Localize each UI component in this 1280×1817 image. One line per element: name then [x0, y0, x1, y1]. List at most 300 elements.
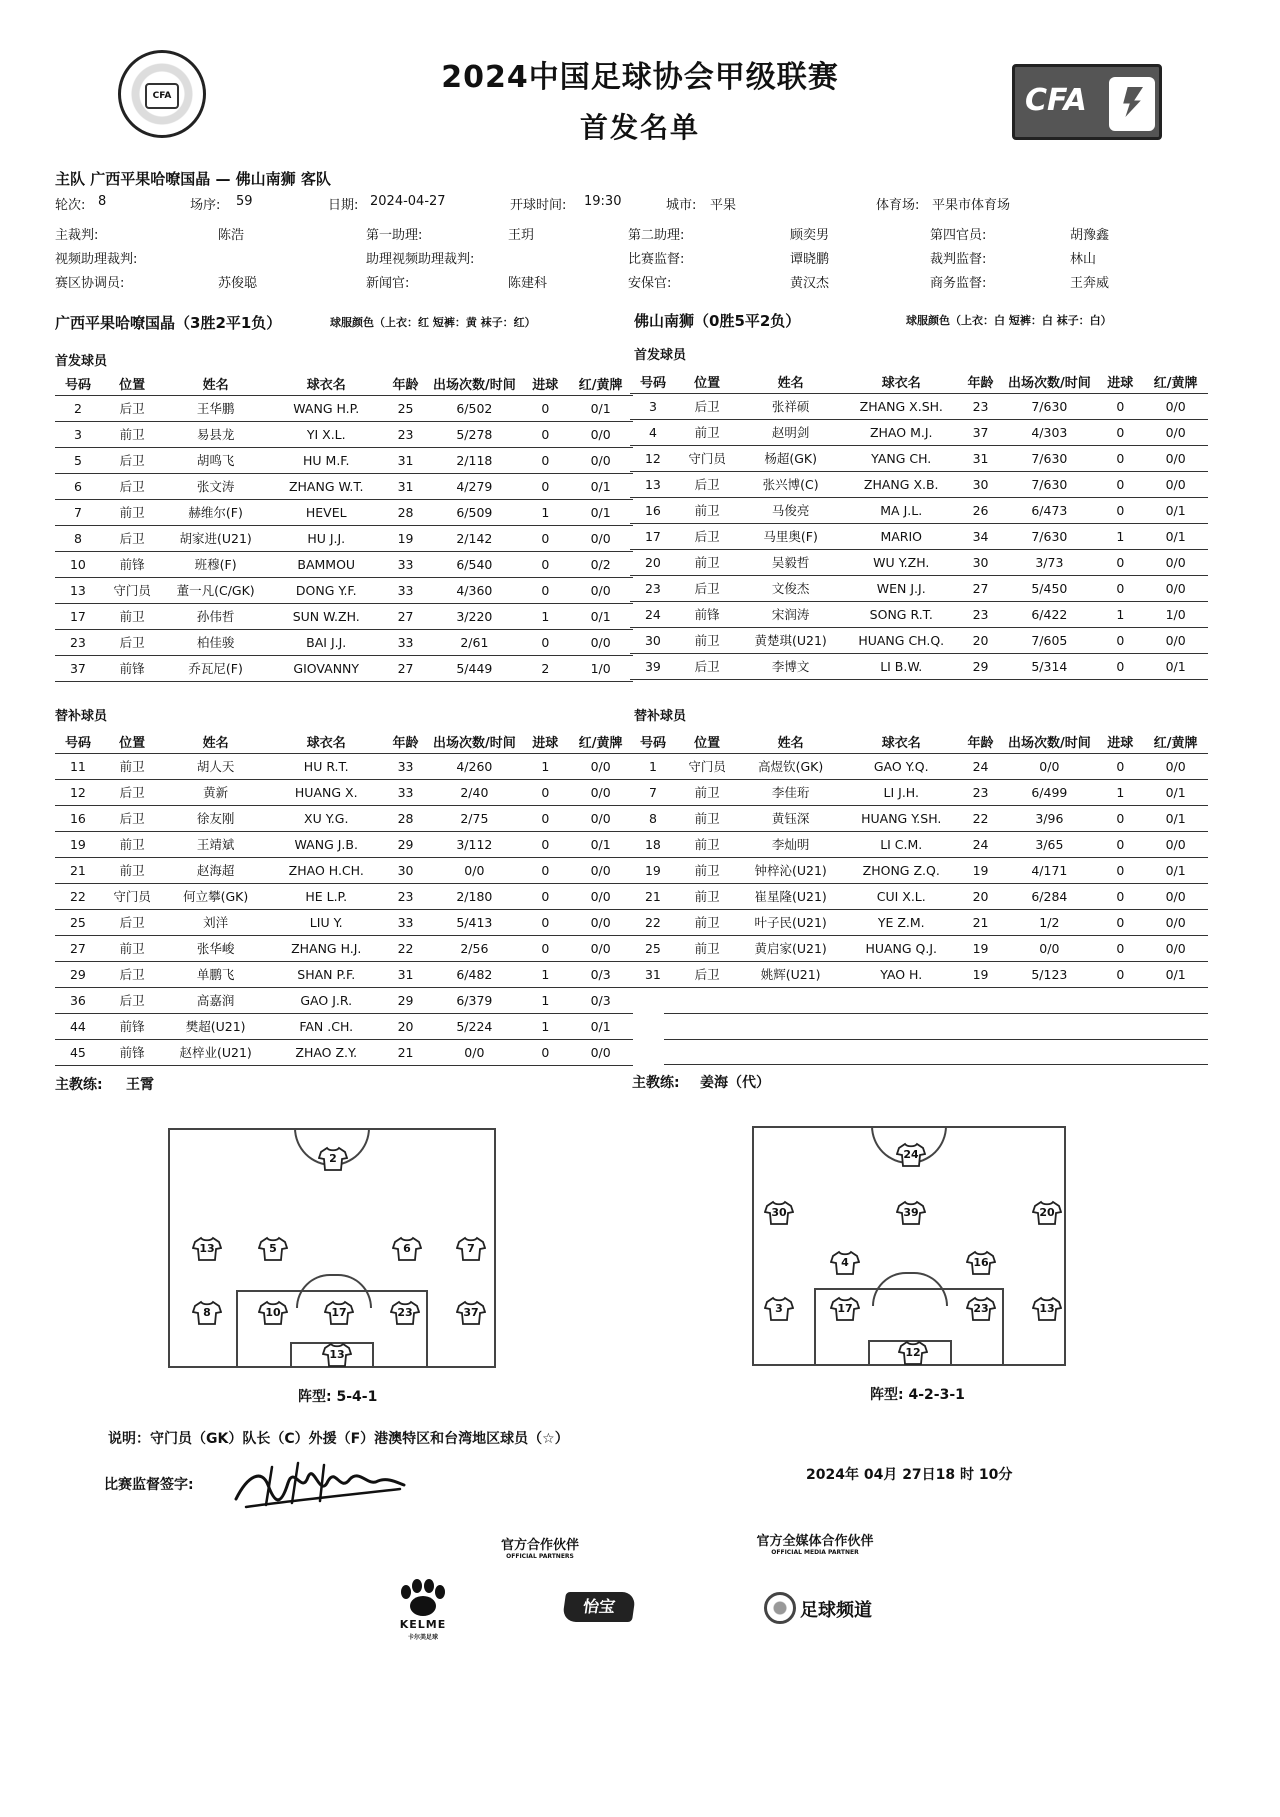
player-cards: 0/1: [568, 473, 633, 499]
city-label: 城市:: [666, 198, 697, 213]
player-age: 23: [385, 421, 427, 447]
formation-label-text: 阵型:: [298, 1389, 332, 1405]
player-goals: 0: [1097, 653, 1143, 679]
player-name: 文俊杰: [738, 575, 842, 601]
player-number: 12: [630, 445, 676, 471]
player-name: 张兴博(C): [738, 471, 842, 497]
player-appearances: 7/605: [1001, 627, 1097, 653]
player-goals: 0: [522, 447, 568, 473]
partners-title: 官方合作伙伴: [500, 1538, 579, 1553]
player-shirt-icon: [764, 1296, 794, 1322]
player-name: 刘洋: [163, 909, 267, 935]
shirt-number: 37: [463, 1306, 479, 1319]
player-name: 孙伟哲: [163, 603, 267, 629]
kickoff-label: 开球时间:: [510, 198, 567, 213]
player-shirt-name: YI X.L.: [268, 421, 385, 447]
player-age: 24: [960, 831, 1002, 857]
player-age: 25: [385, 395, 427, 421]
player-cards: 0/1: [568, 603, 633, 629]
player-age: 33: [385, 551, 427, 577]
shirt-number: 4: [841, 1256, 849, 1269]
player-row: [55, 987, 633, 1013]
shirt-number: 7: [467, 1242, 475, 1255]
column-header-appearances: 出场次数/时间: [1001, 371, 1097, 393]
player-shirt-name: HU J.J.: [268, 525, 385, 551]
player-cards: 0/0: [1143, 909, 1208, 935]
player-goals: 1: [522, 987, 568, 1013]
player-goals: 1: [522, 603, 568, 629]
shirt-number: 3: [775, 1302, 783, 1315]
player-appearances: 2/118: [426, 447, 522, 473]
player-position: 前卫: [101, 421, 164, 447]
player-number: 19: [55, 831, 101, 857]
player-appearances: 5/224: [426, 1013, 522, 1039]
player-name: 赵海超: [163, 857, 267, 883]
shirt-number: 24: [903, 1148, 919, 1161]
player-goals: 0: [1097, 935, 1143, 961]
player-cards: 1/0: [1143, 601, 1208, 627]
player-goals: 0: [522, 779, 568, 805]
column-header-goals: 进球: [522, 731, 568, 753]
player-number: 19: [630, 857, 676, 883]
player-number: 11: [55, 753, 101, 779]
player-number: 21: [55, 857, 101, 883]
player-name: 单鹏飞: [163, 961, 267, 987]
player-shirt-name: WU Y.ZH.: [843, 549, 960, 575]
player-appearances: 5/450: [1001, 575, 1097, 601]
player-age: 23: [960, 601, 1002, 627]
player-shirt-name: ZHANG H.J.: [268, 935, 385, 961]
player-shirt-name: GAO Y.Q.: [843, 753, 960, 779]
player-age: 33: [385, 909, 427, 935]
player-shirt-name: ZHANG X.B.: [843, 471, 960, 497]
player-goals: 1: [1097, 601, 1143, 627]
player-name: 马里奥(F): [738, 523, 842, 549]
player-position: 后卫: [101, 525, 164, 551]
player-position: 后卫: [101, 447, 164, 473]
player-shirt-name: HUANG Y.SH.: [843, 805, 960, 831]
player-position: 后卫: [101, 987, 164, 1013]
player-goals: 0: [522, 629, 568, 655]
player-number: 17: [55, 603, 101, 629]
player-name: 张祥硕: [738, 393, 842, 419]
player-shirt-name: HU M.F.: [268, 447, 385, 473]
official-label: 第一助理:: [366, 228, 423, 243]
player-shirt-icon: [456, 1300, 486, 1326]
player-age: 20: [960, 627, 1002, 653]
player-number: 45: [55, 1039, 101, 1065]
player-cards: 0/0: [1143, 393, 1208, 419]
official-value: 黄汉杰: [790, 276, 830, 291]
round-label: 轮次:: [55, 198, 86, 213]
home-coach-label: 主教练:: [55, 1077, 103, 1093]
official-label: 新闻官:: [366, 276, 410, 291]
player-cards: 0/0: [568, 779, 633, 805]
player-shirt-icon: [898, 1340, 928, 1366]
player-number: 29: [55, 961, 101, 987]
player-position: 前卫: [676, 779, 739, 805]
player-goals: 0: [522, 883, 568, 909]
player-appearances: 1/2: [1001, 909, 1097, 935]
table-header-row: [630, 371, 1208, 393]
player-age: 21: [960, 909, 1002, 935]
player-appearances: 4/303: [1001, 419, 1097, 445]
player-shirt-name: HE L.P.: [268, 883, 385, 909]
player-cards: 0/1: [1143, 857, 1208, 883]
shirt-number: 13: [199, 1242, 215, 1255]
player-appearances: 3/65: [1001, 831, 1097, 857]
home-subs-heading: 替补球员: [55, 709, 108, 724]
player-row: [630, 627, 1208, 653]
player-number: 36: [55, 987, 101, 1013]
player-goals: 0: [522, 909, 568, 935]
player-row: [630, 961, 1208, 987]
player-appearances: 6/502: [426, 395, 522, 421]
player-shirt-icon: [966, 1296, 996, 1322]
player-goals: 0: [1097, 857, 1143, 883]
player-cards: 0/0: [1143, 935, 1208, 961]
player-appearances: 4/360: [426, 577, 522, 603]
player-row: [630, 857, 1208, 883]
player-name: 董一凡(C/GK): [163, 577, 267, 603]
player-appearances: 0/0: [1001, 753, 1097, 779]
player-appearances: 6/284: [1001, 883, 1097, 909]
player-goals: 0: [522, 525, 568, 551]
player-age: 23: [960, 779, 1002, 805]
player-goals: 0: [1097, 883, 1143, 909]
player-name: 乔瓦尼(F): [163, 655, 267, 681]
player-name: 李佳珩: [738, 779, 842, 805]
player-appearances: 2/40: [426, 779, 522, 805]
player-position: 前卫: [101, 935, 164, 961]
player-row: [55, 961, 633, 987]
document-subtitle: 首发名单: [579, 111, 700, 144]
player-cards: 0/1: [568, 499, 633, 525]
player-row: [630, 831, 1208, 857]
column-header-position: 位置: [101, 373, 164, 395]
player-position: 前卫: [676, 935, 739, 961]
column-header-appearances: 出场次数/时间: [426, 373, 522, 395]
player-age: 29: [960, 653, 1002, 679]
date-value: 2024-04-27: [370, 194, 446, 209]
away-coach-name: 姜海（代）: [700, 1075, 770, 1091]
player-row: [630, 753, 1208, 779]
kelme-subtitle: 卡尔美足球: [407, 1634, 438, 1641]
player-shirt-name: LI C.M.: [843, 831, 960, 857]
player-name: 马俊亮: [738, 497, 842, 523]
player-row: [55, 629, 633, 655]
player-cards: 0/0: [1143, 471, 1208, 497]
player-goals: 0: [522, 473, 568, 499]
player-age: 28: [385, 805, 427, 831]
lightning-badge-icon: [1109, 77, 1155, 131]
player-number: 25: [55, 909, 101, 935]
player-position: 后卫: [101, 473, 164, 499]
player-shirt-name: MARIO: [843, 523, 960, 549]
player-cards: 0/0: [568, 909, 633, 935]
player-row: [630, 883, 1208, 909]
player-cards: 0/0: [568, 935, 633, 961]
player-cards: 0/1: [568, 395, 633, 421]
player-age: 33: [385, 577, 427, 603]
home-starters-table: [55, 373, 633, 682]
player-number: 17: [630, 523, 676, 549]
player-appearances: 5/449: [426, 655, 522, 681]
player-position: 前卫: [676, 627, 739, 653]
away-kit-colors: 球服颜色（上衣：白 短裤：白 袜子：白）: [906, 314, 1112, 327]
shirt-number: 23: [973, 1302, 989, 1315]
kickoff-value: 19:30: [584, 194, 622, 209]
game-label: 场序:: [190, 198, 221, 213]
player-position: 前卫: [676, 549, 739, 575]
player-goals: 0: [1097, 627, 1143, 653]
shirt-number: 39: [903, 1206, 919, 1219]
player-name: 吴毅哲: [738, 549, 842, 575]
player-goals: 0: [1097, 575, 1143, 601]
document-title: 2024中国足球协会甲级联赛: [441, 60, 839, 95]
player-name: 胡人天: [163, 753, 267, 779]
column-header-number: 号码: [630, 731, 676, 753]
player-goals: 0: [1097, 549, 1143, 575]
player-shirt-name: GAO J.R.: [268, 987, 385, 1013]
player-row: [55, 1013, 633, 1039]
player-name: 赫维尔(F): [163, 499, 267, 525]
column-header-number: 号码: [630, 371, 676, 393]
player-number: 1: [630, 753, 676, 779]
player-cards: 0/1: [1143, 497, 1208, 523]
yibao-logo: 怡宝: [562, 1592, 636, 1622]
player-cards: 0/0: [568, 421, 633, 447]
player-number: 12: [55, 779, 101, 805]
player-name: 崔星隆(U21): [738, 883, 842, 909]
away-coach-label: 主教练:: [632, 1075, 680, 1091]
shirt-number: 16: [973, 1256, 989, 1269]
player-position: 前卫: [101, 499, 164, 525]
player-goals: 0: [522, 805, 568, 831]
player-row: [55, 473, 633, 499]
player-shirt-icon: [896, 1142, 926, 1168]
away-subs-table: [630, 731, 1208, 988]
player-position: 后卫: [676, 653, 739, 679]
player-appearances: 5/413: [426, 909, 522, 935]
player-name: 黄启家(U21): [738, 935, 842, 961]
player-row: [630, 805, 1208, 831]
column-header-age: 年龄: [960, 731, 1002, 753]
player-cards: 0/0: [568, 857, 633, 883]
player-row: [55, 395, 633, 421]
player-name: 胡鸣飞: [163, 447, 267, 473]
player-row: [55, 753, 633, 779]
player-position: 前卫: [101, 831, 164, 857]
player-row: [55, 831, 633, 857]
player-row: [630, 549, 1208, 575]
player-shirt-name: SUN W.ZH.: [268, 603, 385, 629]
player-shirt-icon: [318, 1146, 348, 1172]
player-age: 20: [960, 883, 1002, 909]
shirt-number: 8: [203, 1306, 211, 1319]
player-name: 赵明剑: [738, 419, 842, 445]
player-position: 后卫: [101, 395, 164, 421]
player-shirt-name: WANG J.B.: [268, 831, 385, 857]
player-shirt-name: BAMMOU: [268, 551, 385, 577]
player-number: 20: [630, 549, 676, 575]
player-name: 李灿明: [738, 831, 842, 857]
player-goals: 1: [1097, 779, 1143, 805]
player-name: 徐友刚: [163, 805, 267, 831]
player-goals: 0: [522, 1039, 568, 1065]
player-name: 王靖斌: [163, 831, 267, 857]
player-row: [630, 653, 1208, 679]
player-cards: 0/3: [568, 961, 633, 987]
player-appearances: 3/96: [1001, 805, 1097, 831]
player-cards: 0/3: [568, 987, 633, 1013]
player-number: 24: [630, 601, 676, 627]
home-starters-heading: 首发球员: [55, 354, 108, 369]
player-number: 7: [630, 779, 676, 805]
column-header-name: 姓名: [163, 373, 267, 395]
official-value: 王奔威: [1070, 276, 1110, 291]
player-appearances: 2/180: [426, 883, 522, 909]
player-row: [630, 497, 1208, 523]
player-age: 30: [960, 471, 1002, 497]
shirt-number: 20: [1039, 1206, 1055, 1219]
column-header-cards: 红/黄牌: [568, 373, 633, 395]
shirt-number: 17: [837, 1302, 853, 1315]
player-shirt-icon: [456, 1236, 486, 1262]
player-number: 13: [55, 577, 101, 603]
round-value: 8: [98, 194, 107, 209]
player-cards: 0/0: [568, 525, 633, 551]
player-goals: 0: [1097, 909, 1143, 935]
player-age: 19: [385, 525, 427, 551]
player-position: 后卫: [101, 779, 164, 805]
player-shirt-name: YE Z.M.: [843, 909, 960, 935]
player-number: 44: [55, 1013, 101, 1039]
official-label: 赛区协调员:: [55, 276, 125, 291]
player-goals: 1: [522, 961, 568, 987]
player-age: 24: [960, 753, 1002, 779]
player-row: [630, 575, 1208, 601]
player-shirt-name: HUANG X.: [268, 779, 385, 805]
cfa-logo-text: CFA: [1025, 83, 1087, 118]
player-position: 后卫: [101, 961, 164, 987]
official-value: 谭晓鹏: [790, 252, 830, 267]
away-starters-heading: 首发球员: [634, 348, 687, 363]
player-age: 27: [385, 655, 427, 681]
player-number: 30: [630, 627, 676, 653]
player-shirt-name: HEVEL: [268, 499, 385, 525]
player-row: [55, 779, 633, 805]
player-age: 23: [960, 393, 1002, 419]
player-cards: 0/1: [1143, 961, 1208, 987]
column-header-appearances: 出场次数/时间: [426, 731, 522, 753]
player-row: [55, 525, 633, 551]
kelme-wordmark: KELME: [399, 1618, 447, 1631]
shirt-number: 6: [403, 1242, 411, 1255]
player-position: 后卫: [676, 575, 739, 601]
player-shirt-name: ZHAO H.CH.: [268, 857, 385, 883]
player-shirt-icon: [324, 1300, 354, 1326]
blank-row-line: [664, 1039, 1208, 1040]
player-cards: 0/1: [1143, 779, 1208, 805]
player-number: 10: [55, 551, 101, 577]
player-name: 高煜钦(GK): [738, 753, 842, 779]
player-age: 30: [960, 549, 1002, 575]
player-shirt-name: YANG CH.: [843, 445, 960, 471]
player-goals: 1: [1097, 523, 1143, 549]
player-goals: 0: [522, 935, 568, 961]
column-header-shirt-name: 球衣名: [843, 371, 960, 393]
player-age: 31: [385, 447, 427, 473]
shirt-number: 30: [771, 1206, 787, 1219]
player-shirt-icon: [1032, 1200, 1062, 1226]
column-header-position: 位置: [676, 731, 739, 753]
player-age: 22: [385, 935, 427, 961]
player-goals: 1: [522, 499, 568, 525]
player-cards: 0/0: [1143, 419, 1208, 445]
player-number: 31: [630, 961, 676, 987]
player-row: [630, 445, 1208, 471]
official-label: 主裁判:: [55, 228, 99, 243]
column-header-position: 位置: [101, 731, 164, 753]
player-position: 前卫: [676, 419, 739, 445]
player-number: 23: [55, 629, 101, 655]
player-name: 何立攀(GK): [163, 883, 267, 909]
official-label: 裁判监督:: [930, 252, 987, 267]
player-number: 13: [630, 471, 676, 497]
player-cards: 0/0: [1143, 753, 1208, 779]
player-name: 王华鹏: [163, 395, 267, 421]
shirt-number: 10: [265, 1306, 281, 1319]
player-cards: 0/2: [568, 551, 633, 577]
player-number: 27: [55, 935, 101, 961]
player-age: 31: [385, 473, 427, 499]
player-cards: 0/0: [568, 805, 633, 831]
football-channel-logo: 足球频道: [800, 1600, 872, 1621]
player-cards: 0/0: [568, 883, 633, 909]
player-number: 37: [55, 655, 101, 681]
city-value: 平果: [710, 198, 737, 213]
shirt-number: 5: [269, 1242, 277, 1255]
player-appearances: 2/56: [426, 935, 522, 961]
player-number: 3: [630, 393, 676, 419]
player-appearances: 5/278: [426, 421, 522, 447]
player-age: 31: [960, 445, 1002, 471]
player-appearances: 7/630: [1001, 471, 1097, 497]
player-number: 22: [55, 883, 101, 909]
player-position: 前卫: [676, 805, 739, 831]
player-name: 杨超(GK): [738, 445, 842, 471]
player-row: [55, 603, 633, 629]
shirt-number: 2: [329, 1152, 337, 1165]
player-row: [55, 655, 633, 681]
partners-subtitle: OFFICIAL PARTNERS: [506, 1553, 574, 1560]
player-cards: 0/0: [1143, 883, 1208, 909]
player-age: 33: [385, 753, 427, 779]
player-number: 16: [55, 805, 101, 831]
blank-row-line: [664, 1013, 1208, 1014]
player-goals: 0: [522, 421, 568, 447]
player-appearances: 2/61: [426, 629, 522, 655]
player-goals: 0: [522, 857, 568, 883]
player-goals: 1: [522, 1013, 568, 1039]
player-number: 8: [630, 805, 676, 831]
column-header-number: 号码: [55, 373, 101, 395]
home-coach-name: 王霄: [126, 1077, 154, 1093]
official-label: 第二助理:: [628, 228, 685, 243]
player-row: [55, 935, 633, 961]
cfa-emblem-text: CFA: [145, 83, 179, 109]
